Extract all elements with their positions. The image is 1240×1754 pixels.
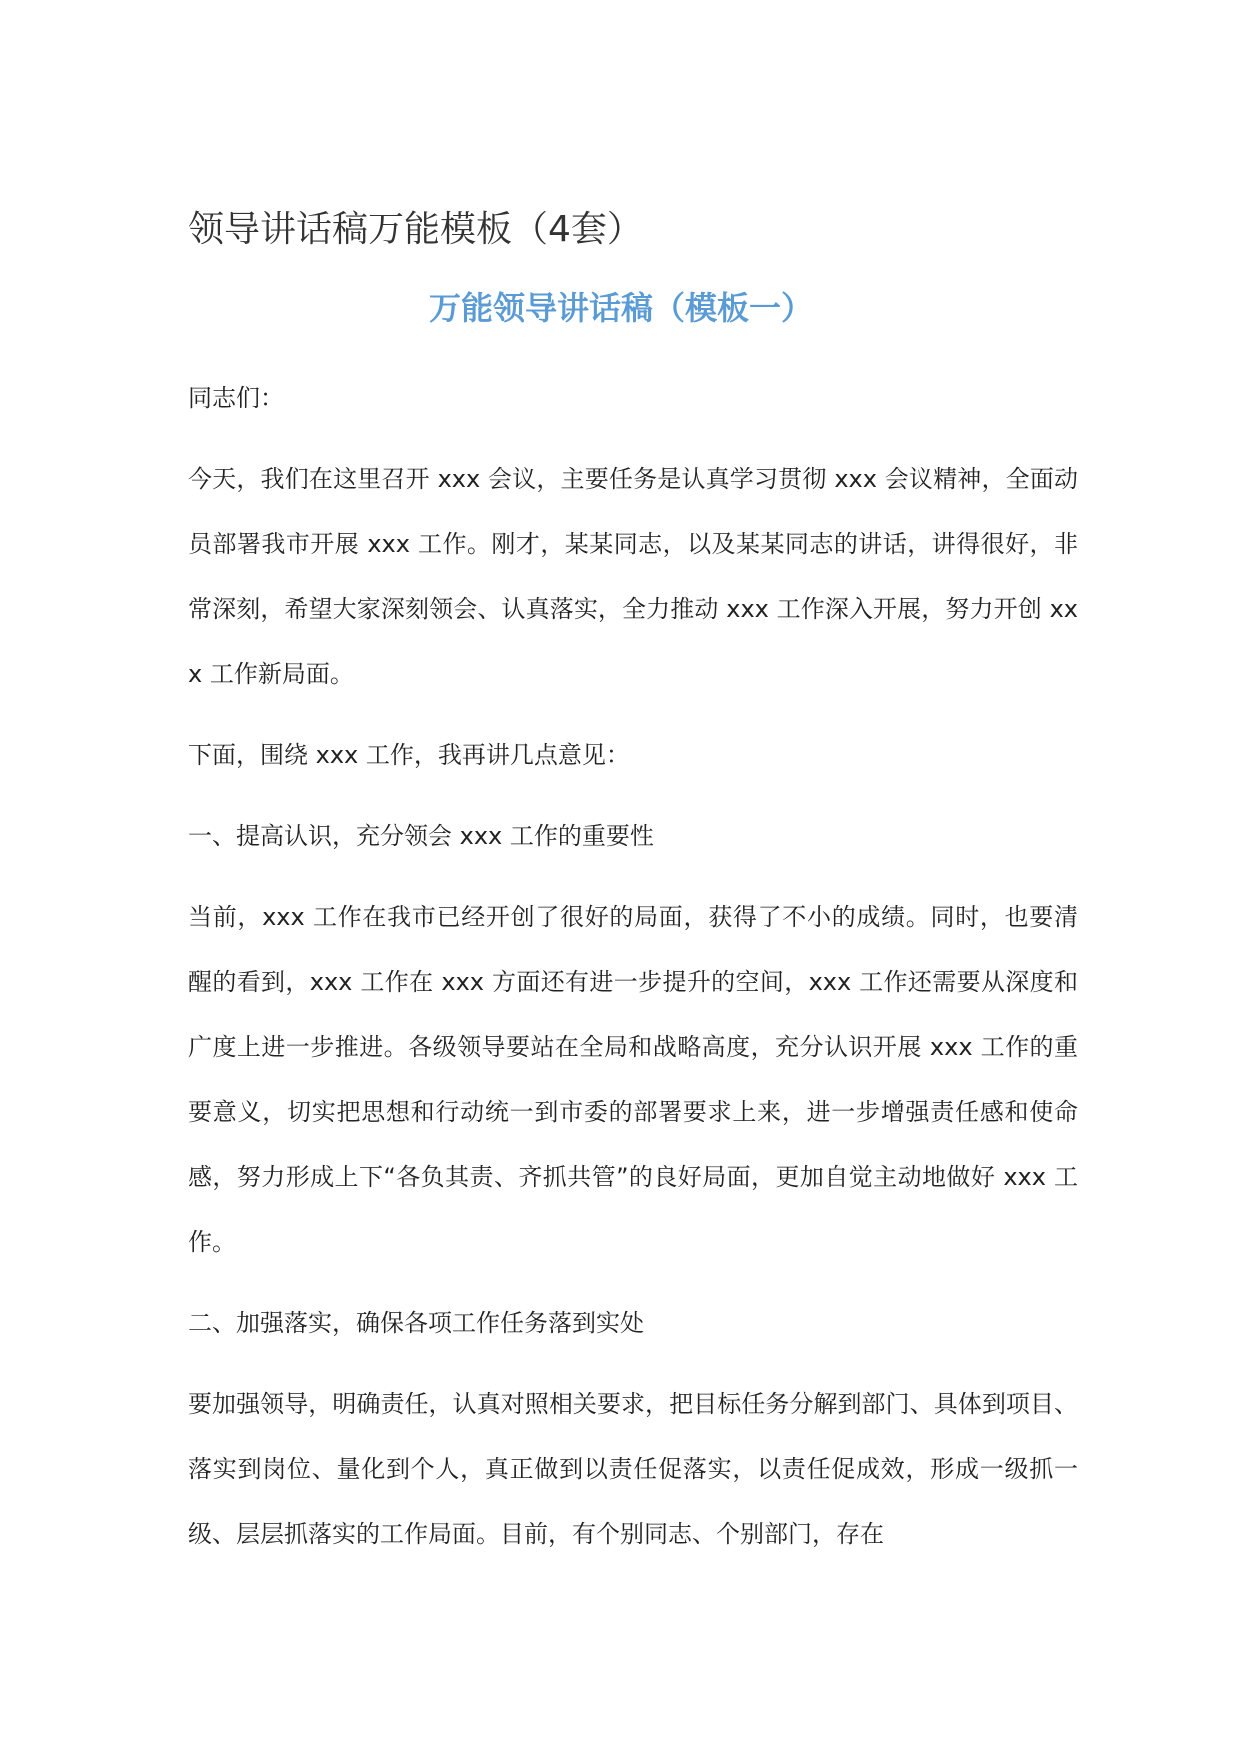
section-paragraph-2: 要加强领导，明确责任，认真对照相关要求，把目标任务分解到部门、具体到项目、落实到岗位、量化到个人，真正做到以责任促落实，以责任促成效，形成一级抓一级、层层抓落实的工作局面。目前，有个别同志、个别部门，存在 xyxy=(188,1390,1078,1548)
document-title: 领导讲话稿万能模板（4套） xyxy=(188,209,643,250)
intro-paragraph: 今天，我们在这里召开 xxx 会议，主要任务是认真学习贯彻 xxx 会议精神，全面动员部署我市开展 xxx 工作。刚才，某某同志，以及某某同志的讲话，讲得很好，非常深刻，希望大家深刻领会、认真落实，全力推动 xxx 工作深入开展，努力开创 xxx 工作新局面。 xyxy=(188,465,1078,688)
greeting-paragraph: 同志们： xyxy=(188,384,284,412)
transition-paragraph: 下面，围绕 xxx 工作，我再讲几点意见： xyxy=(188,741,630,769)
document-subtitle: 万能领导讲话稿（模板一） xyxy=(428,289,813,327)
document-body xyxy=(188,366,1078,1583)
section-heading-1: 一、提高认识，充分领会 xxx 工作的重要性 xyxy=(188,822,654,850)
section-paragraph-1: 当前，xxx 工作在我市已经开创了很好的局面，获得了不小的成绩。同时，也要清醒的看到，xxx 工作在 xxx 方面还有进一步提升的空间，xxx 工作还需要从深度和广度上进一步推进。各级领导要站在全局和战略高度，充分认识开展 xxx 工作的重要意义，切实把思想和行动统一到市委的部署要求上来，进一步增强责任感和使命感，努力形成上下“各负其责、齐抓共管”的良好局面，更加自觉主动地做好 xxx 工作。 xyxy=(188,903,1078,1256)
section-heading-2: 二、加强落实，确保各项工作任务落到实处 xyxy=(188,1309,644,1337)
